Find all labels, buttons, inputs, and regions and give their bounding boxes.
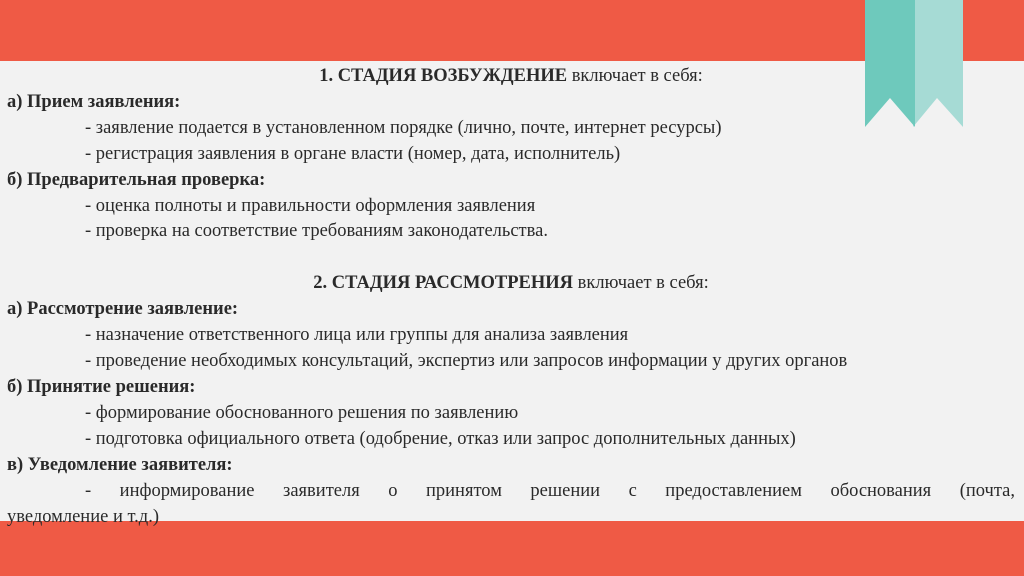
stage1-a-heading: а) Прием заявления:: [7, 91, 181, 112]
stage1-b-heading: б) Предварительная проверка:: [7, 169, 266, 190]
stage2-title-bold: 2. СТАДИЯ РАССМОТРЕНИЯ: [313, 273, 574, 294]
stage2-b-heading: б) Принятие решения:: [7, 376, 196, 397]
list-item: - формирование обоснованного решения по заявлению: [85, 402, 519, 423]
stage2-title-rest: включает в себя:: [573, 273, 709, 294]
list-item: - оценка полноты и правильности оформления заявления: [85, 195, 536, 216]
stage2-c-heading: в) Уведомление заявителя:: [7, 454, 233, 475]
list-item: - проверка на соответствие требованиям законодательства.: [85, 221, 548, 242]
stage1-title: [7, 64, 1015, 90]
list-item: - назначение ответственного лица или группы для анализа заявления: [85, 325, 629, 346]
list-item: - заявление подается в установленном порядке (лично, почте, интернет ресурсы): [85, 117, 722, 138]
list-item: - регистрация заявления в органе власти (номер, дата, исполнитель): [85, 143, 621, 164]
stage1-title-rest: включает в себя:: [567, 66, 703, 86]
stage1-title-bold: 1. СТАДИЯ ВОЗБУЖДЕНИЕ: [319, 66, 568, 86]
list-item-justified: - информирование заявителя о принятом решении с предоставлением обоснования (почта,: [85, 480, 1015, 501]
list-item-continuation: уведомление и т.д.): [7, 506, 159, 527]
spacer: [7, 245, 1015, 271]
slide-content: [7, 64, 1015, 530]
list-item: - проведение необходимых консультаций, экспертиз или запросов информации у других органов: [85, 351, 848, 372]
stage2-title: [7, 271, 1015, 297]
stage2-a-heading: а) Рассмотрение заявление:: [7, 299, 239, 320]
list-item: - подготовка официального ответа (одобрение, отказ или запрос дополнительных данных): [85, 428, 796, 449]
